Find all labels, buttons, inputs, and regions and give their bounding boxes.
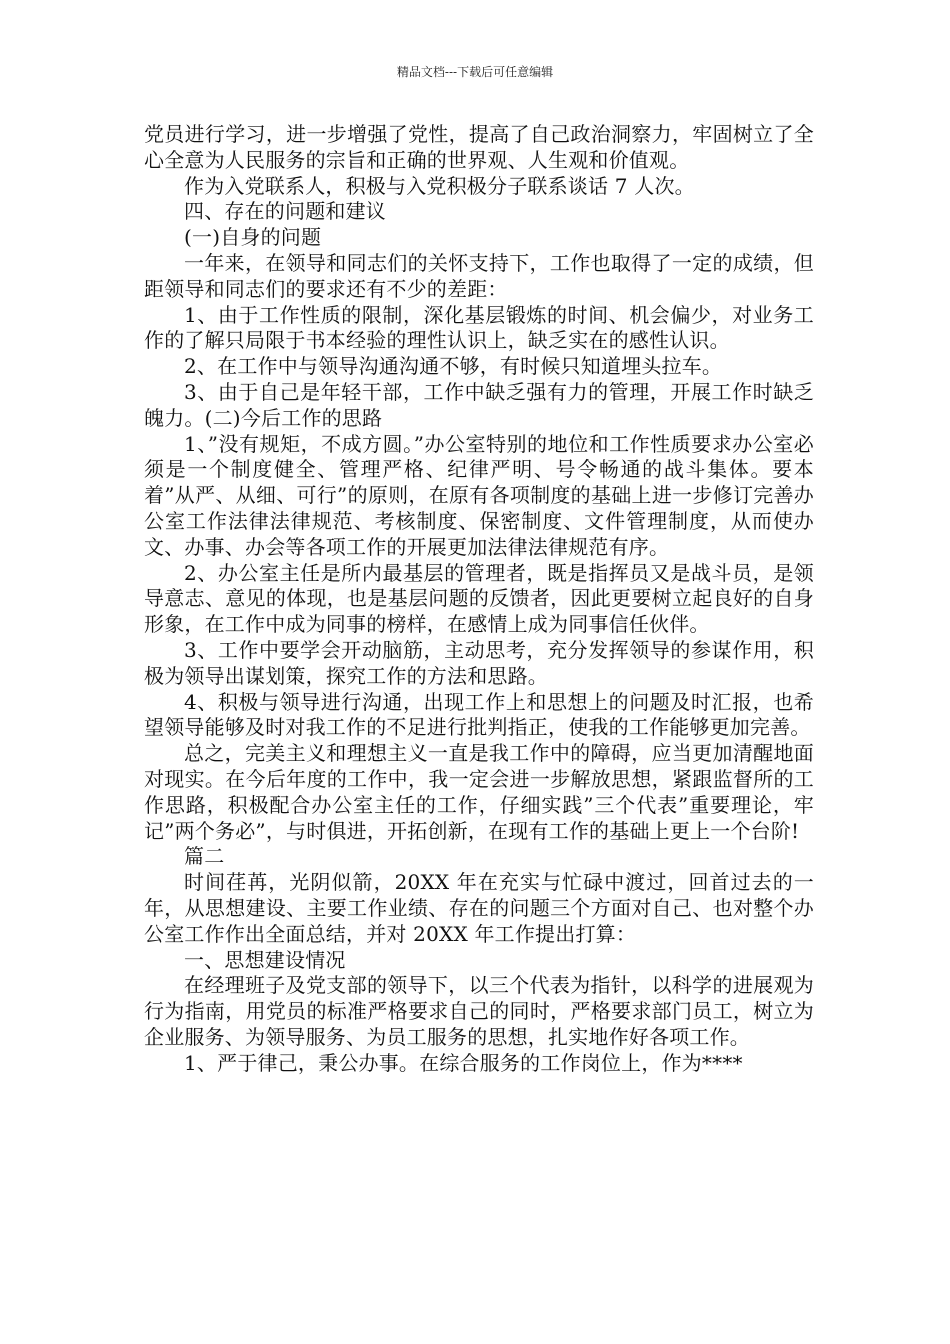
section-heading: 四、存在的问题和建议 [184, 199, 386, 224]
subsection-heading: (一)自身的问题 [184, 225, 322, 250]
list-item: 3、工作中要学会开动脑筋，主动思考，充分发挥领导的参谋作用，积极为领导出谋划策，探究工作的方法和思路。 [144, 637, 814, 688]
list-item: 1、由于工作性质的限制，深化基层锻炼的时间、机会偏少，对业务工作的了解只局限于书本经验的理性认识上，缺乏实在的感性认识。 [144, 302, 814, 353]
list-item: 1、严于律己，秉公办事。在综合服务的工作岗位上，作为**** [184, 1050, 743, 1075]
section-heading: 篇二 [184, 844, 225, 869]
page-header: 精品文档---下载后可任意编辑 [396, 65, 554, 79]
list-item: 2、办公室主任是所内最基层的管理者，既是指挥员又是战斗员，是领导意志、意见的体现，也是基层问题的反馈者，因此更要树立起良好的自身形象，在工作中成为同事的榜样，在感情上成为同事信任伙伴。 [144, 560, 814, 637]
paragraph: 在经理班子及党支部的领导下，以三个代表为指针，以科学的进展观为行为指南，用党员的标准严格要求自己的同时，严格要求部门员工，树立为企业服务、为领导服务、为员工服务的思想，扎实地作好各项工作。 [144, 973, 814, 1049]
document-body [144, 122, 814, 1076]
paragraph: 时间荏苒，光阴似箭，20XX 年在充实与忙碌中渡过，回首过去的一年，从思想建设、主要工作业绩、存在的问题三个方面对自己、也对整个办公室工作作出全面总结，并对 20XX 年工作提出打算： [144, 870, 814, 946]
paragraph: 总之，完美主义和理想主义一直是我工作中的障碍，应当更加清醒地面对现实。在今后年度的工作中，我一定会进一步解放思想，紧跟监督所的工作思路，积极配合办公室主任的工作，仔细实践”三个代表”重要理论，牢记”两个务必”，与时俱进，开拓创新，在现有工作的基础上更上一个台阶! [144, 741, 814, 843]
paragraph: 党员进行学习，进一步增强了党性，提高了自己政治洞察力，牢固树立了全心全意为人民服务的宗旨和正确的世界观、人生观和价值观。 [144, 122, 814, 172]
paragraph: 作为入党联系人，积极与入党积极分子联系谈话 7 人次。 [184, 173, 695, 198]
list-item: 2、在工作中与领导沟通沟通不够，有时候只知道埋头拉车。 [184, 354, 723, 379]
list-item: 3、由于自己是年轻干部，工作中缺乏强有力的管理，开展工作时缺乏魄力。(二)今后工作的思路 [144, 379, 814, 430]
list-item: 1、”没有规矩，不成方圆。”办公室特别的地位和工作性质要求办公室必须是一个制度健全、管理严格、纪律严明、号令畅通的战斗集体。要本着”从严、从细、可行”的原则，在原有各项制度的基础上进一步修订完善办公室工作法律法律规范、考核制度、保密制度、文件管理制度，从而使办文、办事、办会等各项工作的开展更加法律法律规范有序。 [144, 431, 814, 559]
paragraph: 一年来，在领导和同志们的关怀支持下，工作也取得了一定的成绩，但距领导和同志们的要求还有不少的差距： [144, 250, 814, 301]
section-heading: 一、思想建设情况 [184, 947, 346, 972]
list-item: 4、积极与领导进行沟通，出现工作上和思想上的问题及时汇报，也希望领导能够及时对我工作的不足进行批判指正，使我的工作能够更加完善。 [144, 689, 814, 740]
